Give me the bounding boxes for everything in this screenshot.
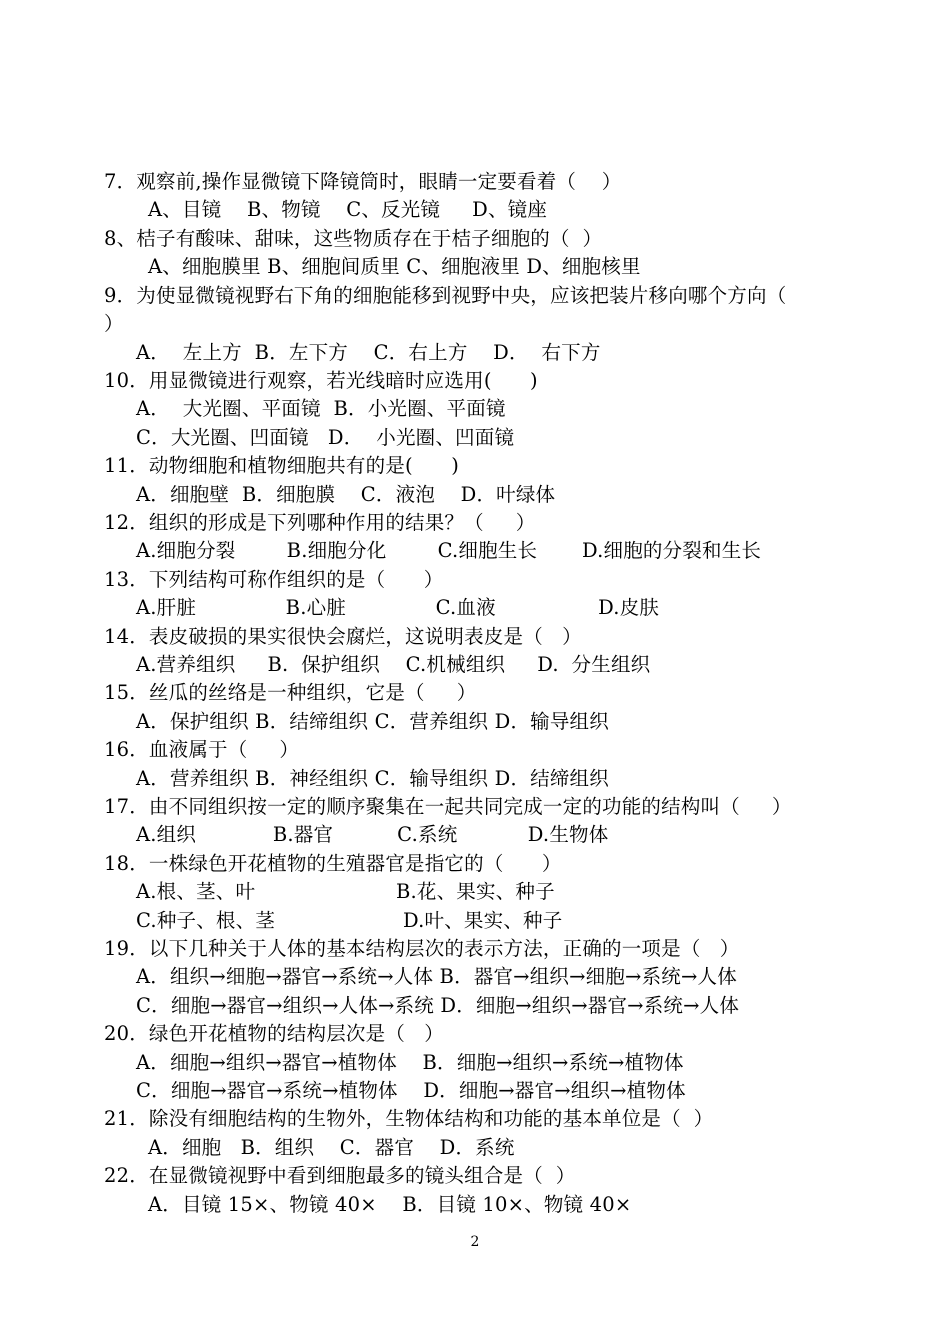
question-17: 17．由不同组织按一定的顺序聚集在一起共同完成一定的功能的结构叫（ ） [104,795,792,818]
question-10: 10．用显微镜进行观察，若光线暗时应选用( ) [104,369,538,392]
question-9-cont: ） [104,312,124,335]
question-21-options: A．细胞 B．组织 C．器官 D．系统 [148,1136,515,1159]
question-22: 22．在显微镜视野中看到细胞最多的镜头组合是（ ） [104,1164,576,1187]
question-10-options-b: C．大光圈、凹面镜 D． 小光圈、凹面镜 [136,426,515,449]
question-22-options: A．目镜 15×、物镜 40× B．目镜 10×、物镜 40× [148,1193,632,1216]
question-11-options: A．细胞壁 B．细胞膜 C．液泡 D．叶绿体 [136,483,556,506]
question-16: 16．血液属于（ ） [104,738,300,761]
question-13-options: A.肝脏 B.心脏 C.血液 D.皮肤 [136,596,660,619]
question-14-options: A.营养组织 B. 保护组织 C.机械组织 D. 分生组织 [136,653,651,676]
question-8-options: A、细胞膜里 B、细胞间质里 C、细胞液里 D、细胞核里 [148,255,641,278]
question-20-options-a: A．细胞→组织→器官→植物体 B．细胞→组织→系统→植物体 [136,1051,684,1074]
question-14: 14．表皮破损的果实很快会腐烂，这说明表皮是（ ） [104,625,582,648]
question-7: 7．观察前,操作显微镜下降镜筒时，眼睛一定要看着（ ） [104,170,622,193]
question-19-options-b: C．细胞→器官→组织→人体→系统 D．细胞→组织→器官→系统→人体 [136,994,740,1017]
question-8: 8、桔子有酸味、甜味，这些物质存在于桔子细胞的（ ） [104,227,603,250]
question-19-options-a: A．组织→细胞→器官→系统→人体 B．器官→组织→细胞→系统→人体 [136,965,737,988]
question-16-options: A．营养组织 B．神经组织 C．输导组织 D．结缔组织 [136,767,609,790]
question-13: 13．下列结构可称作组织的是（ ） [104,568,444,591]
question-17-options: A.组织 B.器官 C.系统 D.生物体 [136,823,609,846]
question-9: 9．为使显微镜视野右下角的细胞能移到视野中央，应该把装片移向哪个方向（ [104,284,787,307]
question-10-options-a: A． 大光圈、平面镜 B．小光圈、平面镜 [136,397,506,420]
question-9-options: A． 左上方 B．左下方 C．右上方 D． 右下方 [136,341,601,364]
question-18-options-b: C.种子、根、茎 D.叶、果实、种子 [136,909,563,932]
question-7-options: A、目镜 B、物镜 C、反光镜 D、镜座 [148,198,548,221]
question-12: 12．组织的形成是下列哪种作用的结果？（ ） [104,511,536,534]
question-15-options: A．保护组织 B．结缔组织 C．营养组织 D．输导组织 [136,710,609,733]
question-20: 20．绿色开花植物的结构层次是（ ） [104,1022,444,1045]
question-15: 15．丝瓜的丝络是一种组织，它是（ ） [104,681,477,704]
question-19: 19．以下几种关于人体的基本结构层次的表示方法，正确的一项是（ ） [104,937,740,960]
question-11: 11．动物细胞和植物细胞共有的是( ) [104,454,460,477]
question-12-options: A.细胞分裂 B.细胞分化 C.细胞生长 D.细胞的分裂和生长 [136,539,762,562]
question-18: 18．一株绿色开花植物的生殖器官是指它的（ ） [104,852,562,875]
question-20-options-b: C．细胞→器官→系统→植物体 D．细胞→器官→组织→植物体 [136,1079,686,1102]
question-18-options-a: A.根、茎、叶 B.花、果实、种子 [136,880,555,903]
question-21: 21．除没有细胞结构的生物外，生物体结构和功能的基本单位是（ ） [104,1107,714,1130]
page-number: 2 [470,1234,480,1250]
